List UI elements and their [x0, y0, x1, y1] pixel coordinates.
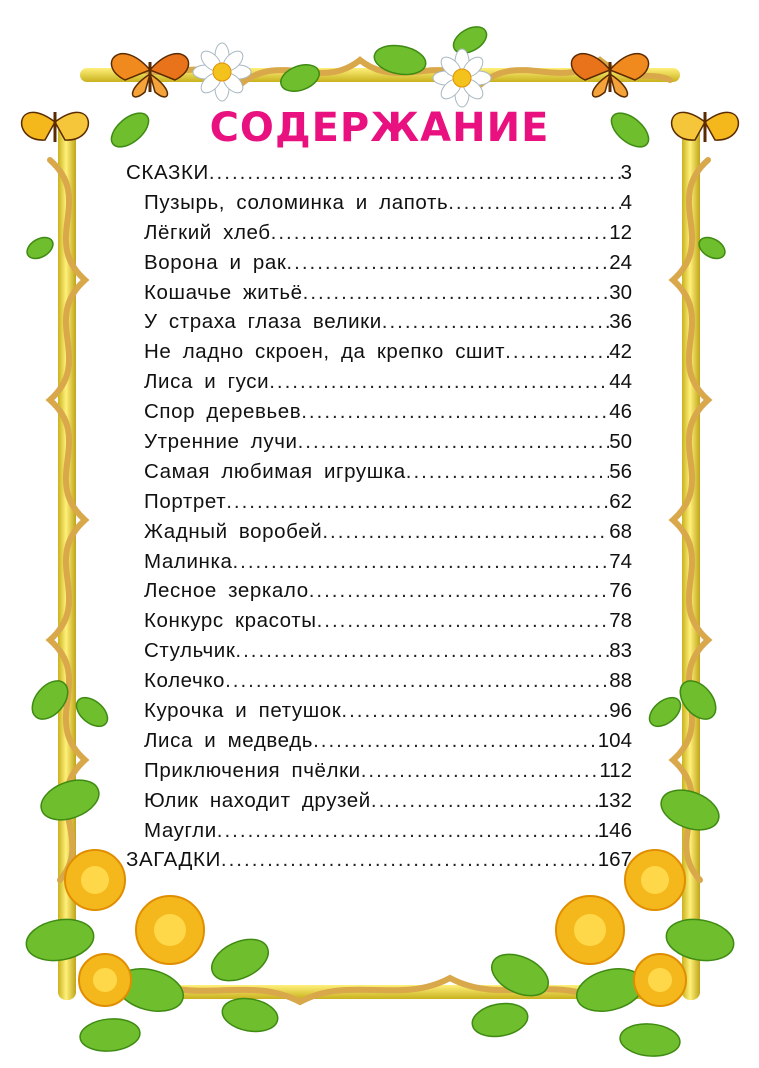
toc-page-number: 46	[609, 400, 632, 424]
toc-row	[126, 218, 632, 248]
toc-row	[126, 816, 632, 846]
toc-row	[126, 427, 632, 457]
toc-page-number: 3	[620, 161, 632, 184]
toc-row	[126, 397, 632, 427]
toc-page-number: 44	[609, 370, 632, 394]
toc-row	[126, 278, 632, 308]
toc-row	[126, 457, 632, 487]
dandelion-centers	[81, 866, 672, 992]
toc-entry-title: Пузырь, соломинка и лапоть	[144, 190, 449, 214]
toc-entry-title: Стульчик	[144, 639, 236, 663]
toc-page-number: 74	[609, 549, 632, 573]
toc-row	[126, 845, 632, 875]
toc-page-number: 83	[609, 639, 632, 663]
dot-leader	[371, 786, 598, 816]
dot-leader	[225, 666, 609, 696]
toc-entry-title: Лёгкий хлеб	[144, 220, 271, 244]
toc-entry-title: Портрет	[144, 489, 227, 513]
toc-entry-title: Конкурс красоты	[144, 609, 317, 633]
toc-row	[126, 576, 632, 606]
dot-leader	[313, 726, 598, 756]
toc-entry-title: Утренние лучи	[144, 430, 298, 454]
toc-page-number: 50	[609, 430, 632, 454]
toc-page-number: 24	[609, 250, 632, 274]
dot-leader	[269, 367, 609, 397]
dot-leader	[303, 278, 610, 308]
toc-entry-title: Ворона и рак	[144, 250, 287, 274]
toc-page-number: 132	[597, 788, 632, 812]
toc-page-number: 56	[609, 459, 632, 483]
toc-page-number: 146	[597, 818, 632, 842]
dot-leader	[286, 248, 609, 278]
toc-row	[126, 367, 632, 397]
dot-leader	[317, 606, 610, 636]
toc-page-number: 112	[599, 758, 632, 782]
toc-row	[126, 517, 632, 547]
dot-leader	[235, 636, 609, 666]
toc-row	[126, 666, 632, 696]
toc-row	[126, 158, 632, 188]
toc-page-number: 88	[609, 669, 632, 693]
toc-row	[126, 188, 632, 218]
toc-entry-title: Приключения пчёлки	[144, 758, 361, 782]
toc-page-number: 12	[609, 220, 632, 244]
toc-entry-title: Маугли	[144, 818, 217, 842]
dot-leader	[217, 816, 598, 846]
toc-entry-title: Лесное зеркало	[144, 579, 309, 603]
toc-page-number: 42	[609, 340, 632, 364]
toc-entry-title: Не ладно скроен, да крепко сшит	[144, 340, 506, 364]
dot-leader	[301, 397, 609, 427]
toc-entry-title: Спор деревьев	[144, 400, 302, 424]
toc-row	[126, 786, 632, 816]
toc-page-number: 62	[609, 489, 632, 513]
toc-page-number: 68	[609, 519, 632, 543]
toc-entry-title: Курочка и петушок	[144, 699, 342, 723]
toc-entry-title: Самая любимая игрушка	[144, 459, 406, 483]
toc-page-number: 96	[609, 699, 632, 723]
dot-leader	[341, 696, 609, 726]
dot-leader	[232, 547, 609, 577]
toc-page-number: 104	[597, 728, 632, 752]
toc-entry-title: Лиса и медведь	[144, 728, 314, 752]
toc-entry-title: ЗАГАДКИ	[126, 848, 221, 872]
toc-entry-title: Жадный воробей	[144, 519, 323, 543]
dot-leader	[298, 427, 610, 457]
toc-row	[126, 307, 632, 337]
toc-row	[126, 547, 632, 577]
toc-entry-title: СКАЗКИ	[126, 161, 209, 184]
toc-row	[126, 606, 632, 636]
toc-row	[126, 487, 632, 517]
toc-row	[126, 636, 632, 666]
toc-row	[126, 726, 632, 756]
toc-entry-title: Юлик находит друзей	[144, 788, 371, 812]
dot-leader	[505, 337, 609, 367]
dot-leader	[271, 218, 610, 248]
table-of-contents	[126, 158, 632, 875]
toc-row	[126, 756, 632, 786]
toc-page-number: 78	[609, 609, 632, 633]
toc-row	[126, 696, 632, 726]
dot-leader	[309, 576, 609, 606]
toc-entry-title: Малинка	[144, 549, 233, 573]
dot-leader	[209, 158, 621, 188]
dot-leader	[221, 845, 598, 875]
toc-page-number: 167	[597, 848, 632, 872]
toc-entry-title: Лиса и гуси	[144, 370, 270, 394]
toc-page-number: 4	[620, 190, 632, 214]
dot-leader	[226, 487, 609, 517]
dot-leader	[322, 517, 609, 547]
toc-page-number: 76	[609, 579, 632, 603]
toc-entry-title: Колечко	[144, 669, 226, 693]
toc-page-number: 36	[609, 310, 632, 334]
dot-leader	[406, 457, 609, 487]
dot-leader	[448, 188, 620, 218]
dot-leader	[382, 307, 609, 337]
dot-leader	[361, 756, 600, 786]
toc-row	[126, 248, 632, 278]
toc-row	[126, 337, 632, 367]
toc-page-number: 30	[609, 280, 632, 304]
toc-entry-title: Кошачье житьё	[144, 280, 303, 304]
page-title: СОДЕРЖАНИЕ	[209, 105, 550, 151]
toc-entry-title: У страха глаза велики	[144, 310, 382, 334]
